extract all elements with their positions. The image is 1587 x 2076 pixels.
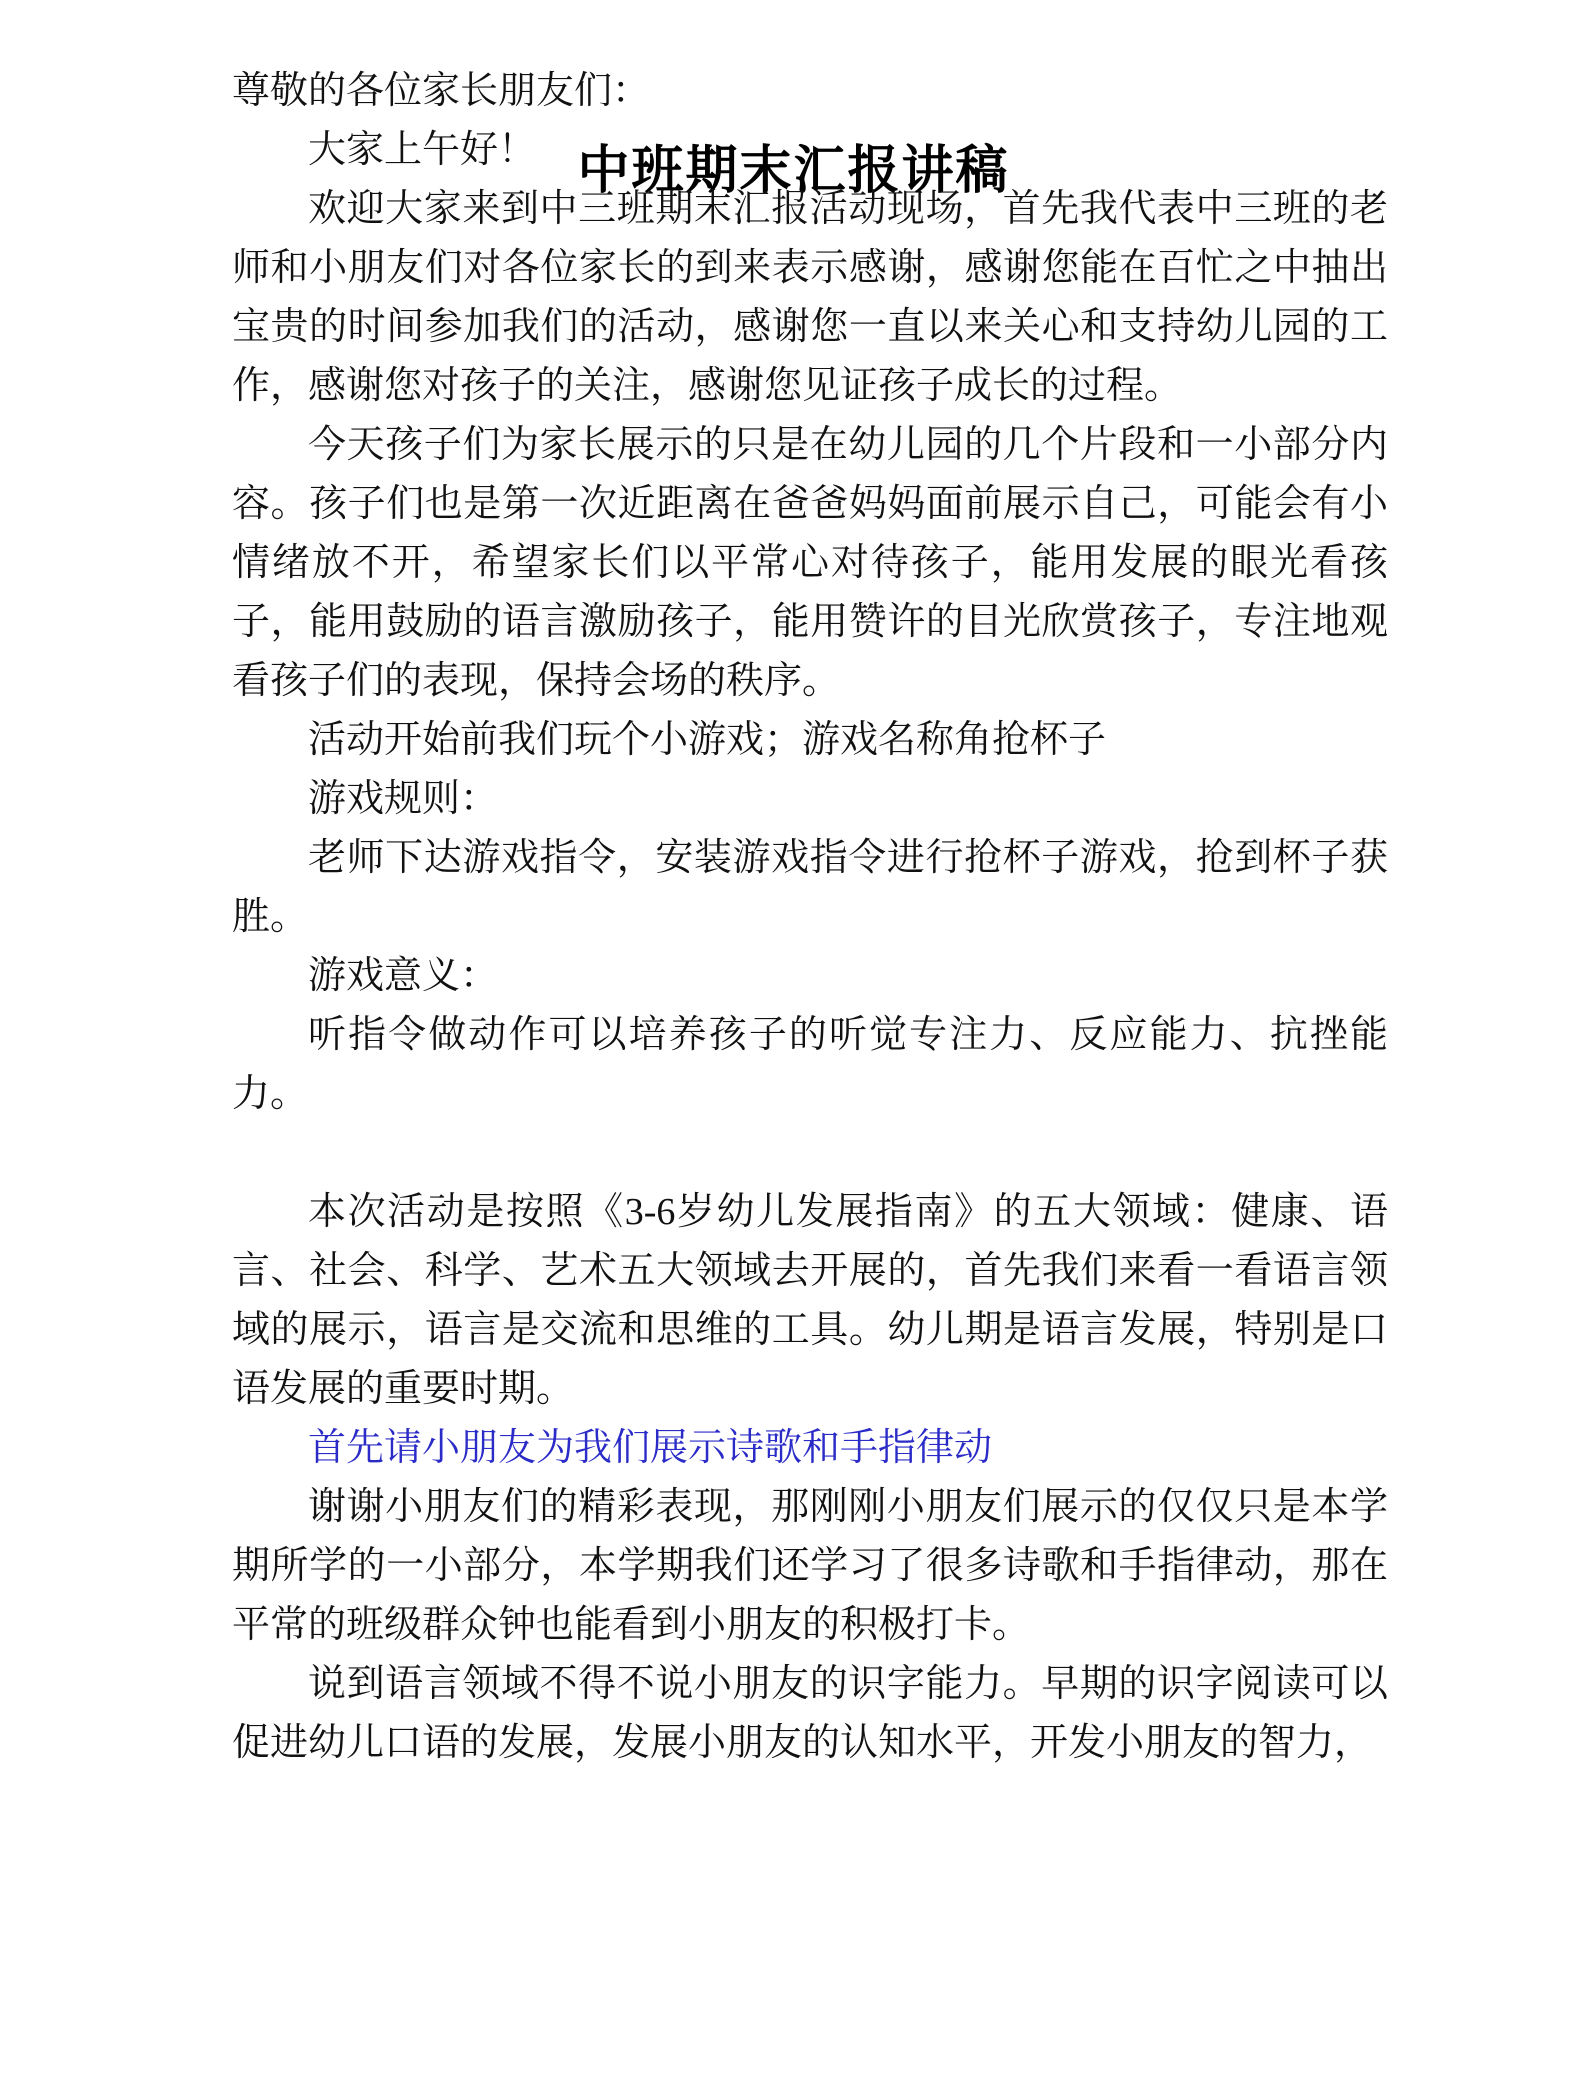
paragraph-salutation: 尊敬的各位家长朋友们：: [232, 70, 651, 112]
paragraph-game-meaning-label: 游戏意义：: [308, 955, 499, 997]
paragraph-greeting: 大家上午好！: [308, 129, 537, 171]
document-body: [232, 0, 1388, 1773]
paragraph-today-display: 今天孩子们为家长展示的只是在幼儿园的几个片段和一小部分内容。孩子们也是第一次近距离在爸爸妈妈面前展示自己，可能会有小情绪放不开，希望家长们以平常心对待孩子，能用发展的眼光看孩子，能用鼓励的语言激励孩子，能用赞许的目光欣赏孩子，专注地观看孩子们的表现，保持会场的秩序。: [232, 424, 1388, 702]
paragraph-list: [232, 62, 1388, 1773]
page-title: 中班期末汇报讲稿: [577, 142, 1010, 200]
paragraph-game-meaning-text: 听指令做动作可以培养孩子的听觉专注力、反应能力、抗挫能力。: [232, 1014, 1388, 1115]
paragraph-game-intro: 活动开始前我们玩个小游戏；游戏名称角抢杯子: [308, 719, 1107, 761]
paragraph-game-rules-label: 游戏规则：: [308, 778, 499, 820]
paragraph-five-domains: 本次活动是按照《3-6岁幼儿发展指南》的五大领域：健康、语言、社会、科学、艺术五大领域去开展的，首先我们来看一看语言领域的展示，语言是交流和思维的工具。幼儿期是语言发展，特别是口语发展的重要时期。: [232, 1191, 1388, 1410]
paragraph-poem-cue: 首先请小朋友为我们展示诗歌和手指律动: [308, 1427, 993, 1469]
paragraph-literacy: 说到语言领域不得不说小朋友的识字能力。早期的识字阅读可以促进幼儿口语的发展，发展小朋友的认知水平，开发小朋友的智力，: [232, 1663, 1388, 1764]
paragraph-thanks-performance: 谢谢小朋友们的精彩表现，那刚刚小朋友们展示的仅仅只是本学期所学的一小部分，本学期我们还学习了很多诗歌和手指律动，那在平常的班级群众钟也能看到小朋友的积极打卡。: [232, 1486, 1388, 1646]
paragraph-welcome: 欢迎大家来到中三班期末汇报活动现场，首先我代表中三班的老师和小朋友们对各位家长的到来表示感谢，感谢您能在百忙之中抽出宝贵的时间参加我们的活动，感谢您一直以来关心和支持幼儿园的工作，感谢您对孩子的关注，感谢您见证孩子成长的过程。: [232, 188, 1388, 407]
paragraph-game-rules-text: 老师下达游戏指令，安装游戏指令进行抢杯子游戏，抢到杯子获胜。: [232, 837, 1388, 938]
paragraph-blank-line: [232, 1124, 1388, 1183]
